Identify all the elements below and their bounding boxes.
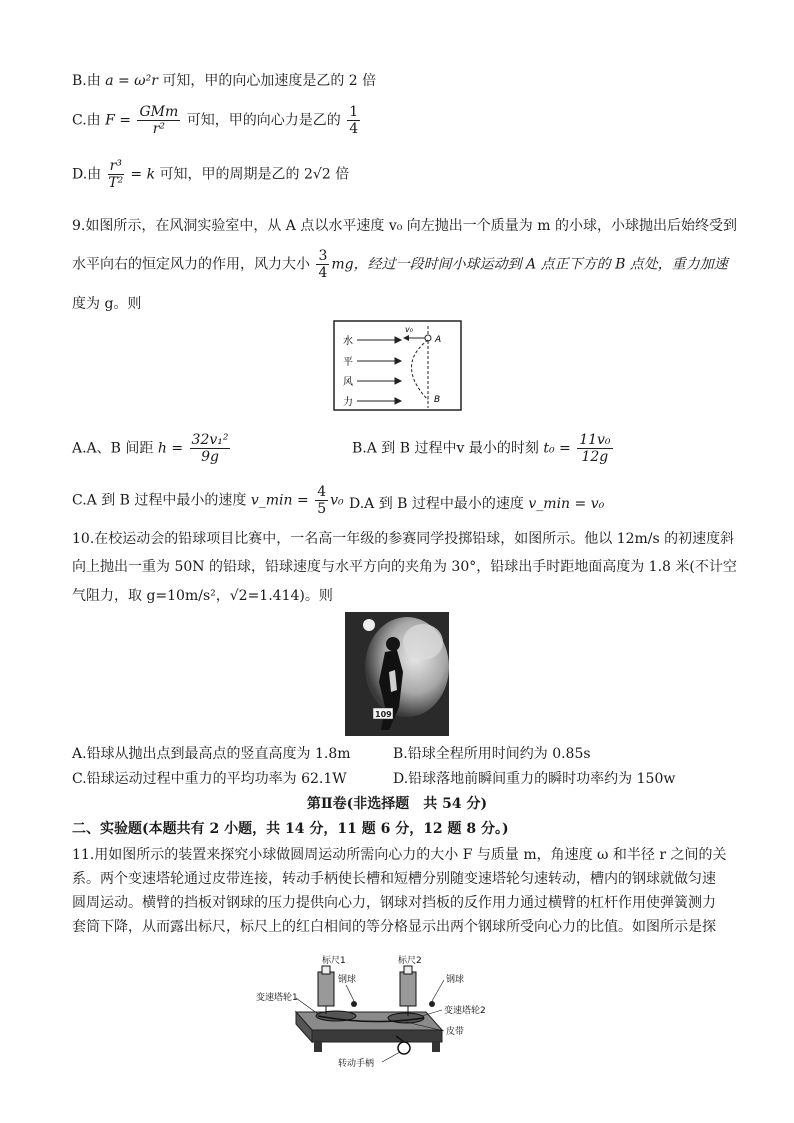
section-2-heading: 二、实验题(本题共有 2 小题，共 14 分，11 题 6 分，12 题 8 分。) [72,821,509,837]
label-ball-right: 钢球 [446,975,465,985]
q9-option-d: D.A 到 B 过程中最小的速度 v_min = v₀ [349,496,605,512]
q9-stem-line1: 9.如图所示，在风洞实验室中，从 A 点以水平速度 v₀ 向左抛出一个质量为 m 的小球，小球抛出后始终受到 [72,218,737,234]
q8-d-formula-fraction: $\frac{\text{r³}}{\text{T²}}$ [108,158,124,191]
q10-option-d: D.铅球落地前瞬间重力的瞬时功率约为 150w [393,771,676,787]
q10-option-a: A.铅球从抛出点到最高点的竖直高度为 1.8m [72,746,351,762]
q8-c-ratio-fraction: $\frac{1}{4}$ [349,104,359,137]
photo-bib-number: 109 [375,710,392,719]
q10-option-c: C.铅球运动过程中重力的平均功率为 62.1W [72,771,347,787]
q9-stem-line2: 水平向右的恒定风力的作用，风力大小 $\frac{3}{4}$ mg，经过一段时间小球运动到 A 点正下方的 B 点处，重力加速 [72,248,728,281]
leader-ball-left [346,985,354,1001]
q9-fig-label-1: 水 [343,336,353,347]
q8-b-formula: a = ω²r [105,73,158,89]
q9-point-a: A [435,335,442,345]
q8-c-formula-fraction: $\frac{\text{GMm}}{\text{r²}}$ [139,104,179,137]
label-handle: 转动手柄 [338,1059,375,1069]
q10-stem-line2: 向上抛出一重为 50N 的铅球，铅球速度与水平方向的夹角为 30°，铅球出手时距地面高度为 1.8 米(不计空 [72,559,737,575]
q9-c-fraction: $\frac{4}{5}$ [317,484,327,517]
q11-stem-line4: 套筒下降，从而露出标尺，标尺上的红白相间的等分格显示出两个钢球所受向心力的比值。如图所示是探 [72,919,716,935]
ruler1-scale [322,966,330,974]
leader-ball-right [432,980,444,1001]
q9-point-b: B [434,395,441,405]
q9-option-b: B.A 到 B 过程中v 最小的时刻 t₀ = $\frac{\text{11v₀}}{12g}$ [352,432,611,465]
q8-option-b: B.由 a = ω²r 可知，甲的向心加速度是乙的 2 倍 [72,73,377,89]
label-wheel2: 变速塔轮2 [444,1006,486,1016]
base-front [312,1030,442,1042]
q9-option-c: C.A 到 B 过程中最小的速度 v_min = $\frac{4}{5}$ v₀ [72,484,344,517]
q9-wind-fraction: $\frac{3}{4}$ [318,248,328,281]
q8-option-c: C.由 F = $\frac{\text{GMm}}{\text{r²}}$ 可知，甲的向心力是乙的 $\frac{1}{4}$ [72,104,359,137]
label-ruler1: 标尺1 [322,956,346,966]
q11-stem-line2: 系。两个变速塔轮通过皮带连接，转动手柄使长槽和短槽分别随变速塔轮匀速转动，槽内的钢球就做匀速 [72,871,716,887]
q9-option-a: A.A、B 间距 h = $\frac{\text{32v₁²}}{9g}$ [72,432,229,465]
photo-shot-ball [363,619,375,631]
q9-a-fraction: $\frac{\text{32v₁²}}{9g}$ [191,432,229,465]
part2-title: 第Ⅱ卷(非选择题 共 54 分) [306,796,488,812]
base-leg-left [314,1042,322,1052]
ruler1-sleeve [318,972,334,1006]
q11-stem-line1: 11.用如图所示的装置来探究小球做圆周运动所需向心力的大小 F 与质量 m，角速度 ω 和半径 r 之间的关 [72,847,727,863]
leader-handle [382,1052,400,1062]
label-wheel1: 变速塔轮1 [256,993,298,1003]
q10-stem-line3: 气阻力，取 g=10m/s²，√2=1.414)。则 [72,588,333,604]
q8-option-d: D.由 $\frac{\text{r³}}{\text{T²}}$ = k 可知，甲的周期是乙的 2√2 倍 [72,158,350,191]
q9-wind-tunnel-figure [333,320,463,412]
q9-fig-label-3: 风 [343,377,353,388]
q11-stem-line3: 圆周运动。横臂的挡板对钢球的压力提供向心力，钢球对挡板的反作用力通过横臂的杠杆作用使弹簧测力 [72,895,716,911]
steel-ball-right [429,1001,435,1007]
q9-fig-label-2: 平 [343,357,353,368]
steel-ball-left [351,1001,357,1007]
label-ruler2: 标尺2 [398,956,422,966]
label-belt: 皮带 [446,1027,465,1037]
q9-stem-line3: 度为 g。则 [72,296,142,312]
q11-centripetal-apparatus-figure [256,950,518,1070]
q9-fig-label-4: 力 [343,397,353,408]
q10-stem-line1: 10.在校运动会的铅球项目比赛中，一名高一年级的参赛同学投掷铅球，如图所示。他以 12m/s 的初速度斜 [72,531,735,547]
q9-figure-frame [334,321,461,410]
q9-v0-label: v₀ [405,325,413,334]
ruler2-scale [404,966,412,974]
photo-athlete-head [386,637,400,651]
q10-option-b: B.铅球全程所用时间约为 0.85s [393,746,591,762]
ruler2-sleeve [400,972,416,1006]
q9-b-fraction: $\frac{\text{11v₀}}{12g}$ [579,432,611,465]
base-leg-right [432,1042,440,1052]
q10-shot-put-photo [345,612,449,736]
photo-smoke-highlight [403,624,443,660]
label-ball-left: 钢球 [338,975,357,985]
